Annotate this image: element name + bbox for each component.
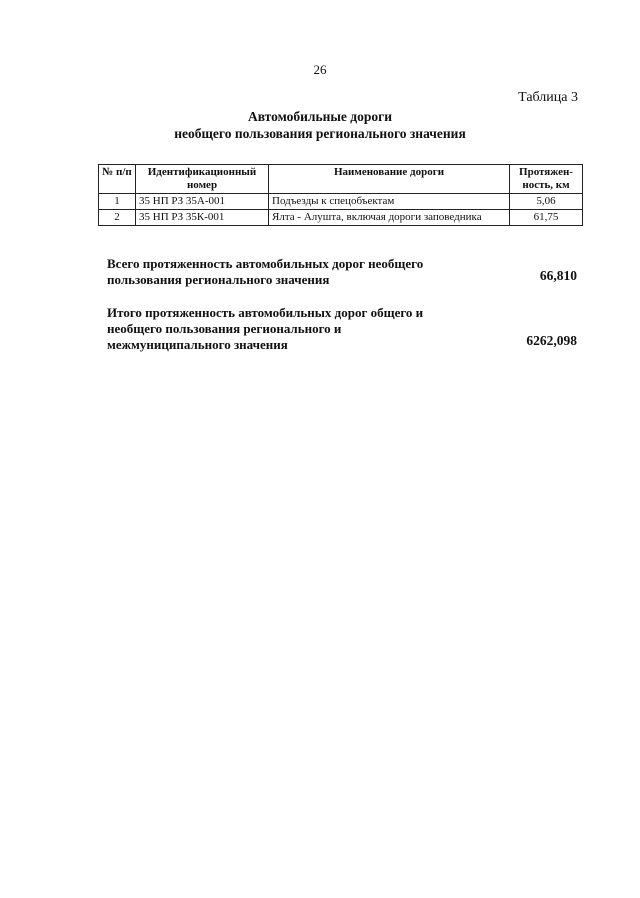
- row-num: 2: [99, 210, 136, 226]
- table-header-row: [99, 165, 583, 194]
- header-id: Идентификационный номер: [136, 165, 269, 194]
- row-id: 35 НП РЗ 35А-001: [136, 194, 269, 210]
- header-length: Протяжен-ность, км: [510, 165, 583, 194]
- grand-total-value: 6262,098: [526, 333, 577, 348]
- total-regional-value: 66,810: [539, 268, 577, 283]
- page-number: 26: [313, 62, 327, 77]
- table-row: [99, 194, 583, 210]
- grand-total-summary: [107, 305, 577, 353]
- title-line-1: Автомобильные дороги: [247, 109, 393, 124]
- row-name: Подъезды к спецобъектам: [269, 194, 510, 210]
- document-title: [0, 108, 640, 142]
- row-length: 61,75: [510, 210, 583, 226]
- title-line-2: необщего пользования регионального значения: [174, 126, 466, 141]
- table-label: Таблица 3: [518, 90, 578, 105]
- total-regional-summary: [107, 256, 577, 288]
- row-id: 35 НП РЗ 35К-001: [136, 210, 269, 226]
- row-name: Ялта - Алушта, включая дороги заповедника: [269, 210, 510, 226]
- total-regional-label: Всего протяженность автомобильных дорог необщего пользования регионального значения: [107, 256, 424, 287]
- table-row: [99, 210, 583, 226]
- header-num: № п/п: [99, 165, 136, 194]
- header-name: Наименование дороги: [269, 165, 510, 194]
- grand-total-label: Итого протяженность автомобильных дорог общего и необщего пользования регионального и межмуниципального значения: [107, 305, 424, 352]
- roads-table: [98, 164, 583, 226]
- row-num: 1: [99, 194, 136, 210]
- row-length: 5,06: [510, 194, 583, 210]
